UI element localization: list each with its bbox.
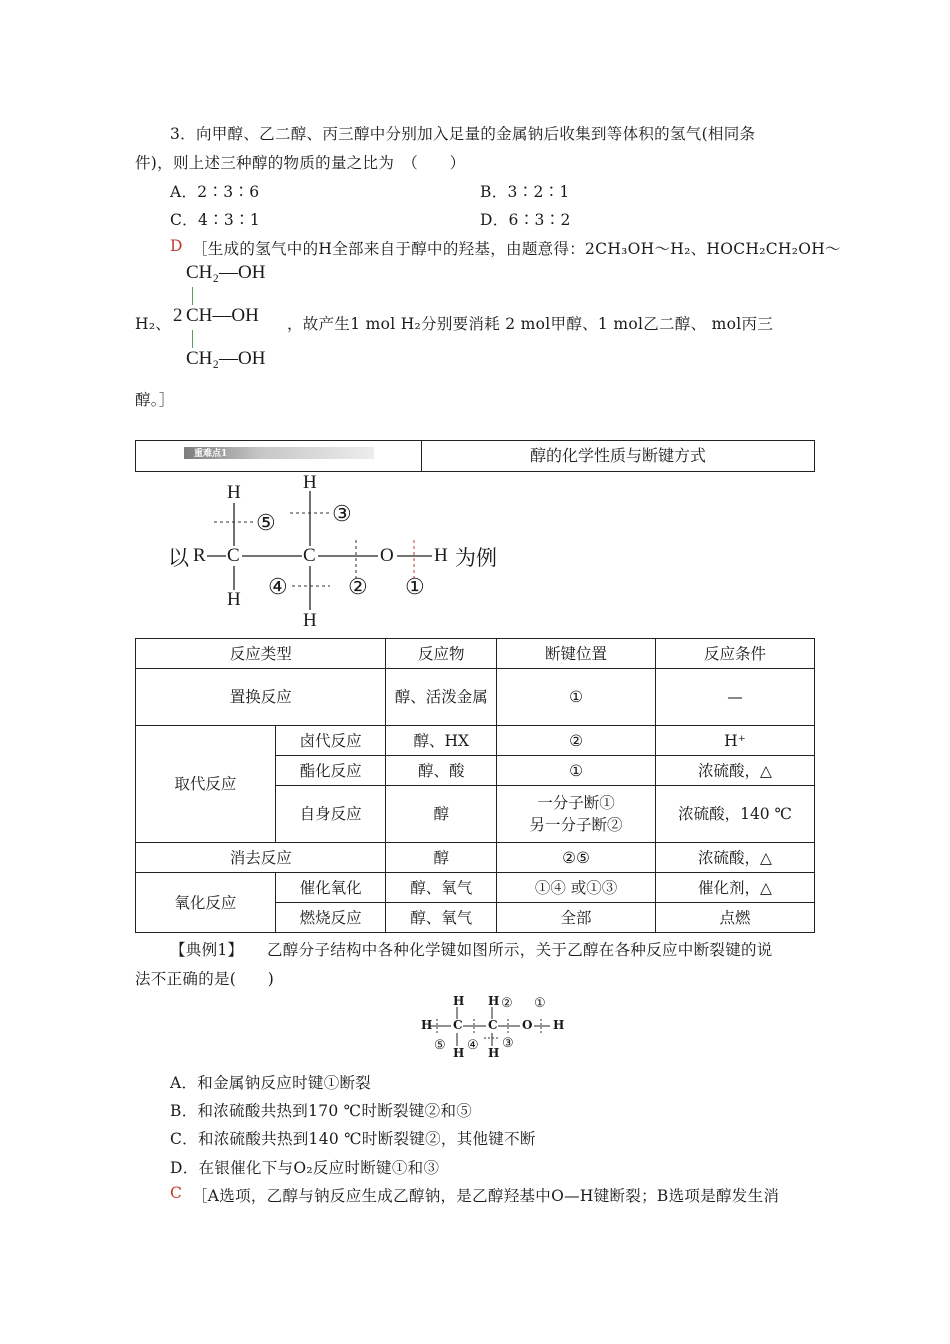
option-b: B．3∶2∶1 <box>480 183 570 201</box>
cell-reactant: 醇、氧气 <box>386 903 497 933</box>
cell-reactant: 醇、酸 <box>386 756 497 786</box>
cell-condition: H⁺ <box>656 726 815 756</box>
cell-bond: 全部 <box>497 903 656 933</box>
cell-bond: ② <box>497 726 656 756</box>
example-label: 【典例1】 <box>170 941 244 959</box>
cell-condition: 浓硫酸，△ <box>656 756 815 786</box>
ethanol-atom-o: O <box>522 1018 533 1032</box>
question-3-line1: 3．向甲醇、乙二醇、丙三醇中分别加入足量的金属钠后收集到等体积的氢气(相同条 <box>170 125 756 143</box>
cell-type: 自身反应 <box>275 786 386 843</box>
cell-bond: ① <box>497 756 656 786</box>
cell-condition: 催化剂，△ <box>656 873 815 903</box>
glycerol-row2: CH—OH <box>186 305 259 326</box>
ethanol-atom-h-right: H <box>553 1018 565 1032</box>
example-line2: 法不正确的是( ) <box>135 970 275 988</box>
bond-label-2: ② <box>348 575 368 600</box>
cell-group: 氧化反应 <box>136 873 276 933</box>
example-answer-letter: C <box>170 1184 183 1202</box>
cell-condition: 浓硫酸，△ <box>656 843 815 873</box>
cell-reactant: 醇、氧气 <box>386 873 497 903</box>
example-option-a: A．和金属钠反应时键①断裂 <box>170 1074 372 1092</box>
heading-badge-label: 重难点1 <box>194 449 228 459</box>
cell-type: 置换反应 <box>136 669 386 726</box>
cell-type: 卤代反应 <box>275 726 386 756</box>
header-reactant: 反应物 <box>386 639 497 669</box>
cell-type: 燃烧反应 <box>275 903 386 933</box>
atom-h-c1-bottom: H <box>227 589 241 610</box>
structure-suffix: 为例 <box>455 546 497 570</box>
ethanol-label-2: ② <box>501 996 513 1011</box>
cell-bond-line2: 另一分子断② <box>529 816 623 834</box>
cell-condition: 点燃 <box>656 903 815 933</box>
ethanol-label-3: ③ <box>502 1036 514 1051</box>
cell-type: 酯化反应 <box>275 756 386 786</box>
option-a: A．2∶3∶6 <box>170 183 260 201</box>
explanation-line3: 醇。］ <box>135 391 175 409</box>
bond-label-4: ④ <box>268 575 288 600</box>
ethanol-atom-h-c2-top: H <box>488 994 500 1008</box>
ethanol-atom-h-c1-bottom: H <box>453 1046 465 1060</box>
explanation-line2: ，故产生1 mol H₂分别要消耗 2 mol甲醇、1 mol乙二醇、 mol丙三 <box>287 315 774 333</box>
atom-h-c2-top: H <box>303 472 317 493</box>
cell-type: 消去反应 <box>136 843 386 873</box>
cell-bond: ①④ 或①③ <box>497 873 656 903</box>
structure-prefix: 以 <box>168 546 189 570</box>
example-option-d: D．在银催化下与O₂反应时断键①和③ <box>170 1159 440 1177</box>
cell-bond-line1: 一分子断① <box>537 794 615 812</box>
cell-type: 催化氧化 <box>275 873 386 903</box>
option-d: D．6∶3∶2 <box>480 211 571 229</box>
ethanol-atom-c2: C <box>488 1018 498 1032</box>
cell-reactant: 醇、HX <box>386 726 497 756</box>
cell-group: 取代反应 <box>136 726 276 843</box>
header-reaction-type: 反应类型 <box>136 639 386 669</box>
ethanol-atom-h-c1-top: H <box>453 994 465 1008</box>
atom-c1: C <box>227 545 240 566</box>
ethanol-label-1: ① <box>534 996 546 1011</box>
bond-label-1: ① <box>405 575 425 600</box>
ethanol-label-4: ④ <box>467 1038 479 1053</box>
atom-h-oxygen: H <box>434 545 448 566</box>
ethanol-atom-h-c2-bottom: H <box>488 1046 500 1060</box>
question-3-line2: 件)，则上述三种醇的物质的量之比为 （ ） <box>135 154 466 172</box>
cell-reactant: 醇 <box>386 786 497 843</box>
example-option-c: C．和浓硫酸共热到140 ℃时断裂键②，其他键不断 <box>170 1130 536 1148</box>
cell-bond: ① <box>497 669 656 726</box>
ethanol-label-5: ⑤ <box>434 1038 446 1053</box>
cell-reactant: 醇 <box>386 843 497 873</box>
explanation-h2: H₂、 <box>135 315 172 333</box>
explanation-line1: ［生成的氢气中的H全部来自于醇中的羟基，由题意得：2CH₃OH～H₂、HOCH₂CH₂OH～ <box>192 240 841 258</box>
bond-label-5: ⑤ <box>256 511 276 536</box>
option-c: C．4∶3∶1 <box>170 211 261 229</box>
atom-h-c1-top: H <box>227 482 241 503</box>
example-line1: 乙醇分子结构中各种化学键如图所示，关于乙醇在各种反应中断裂键的说 <box>267 941 773 959</box>
cell-bond: ②⑤ <box>497 843 656 873</box>
header-bond-position: 断键位置 <box>497 639 656 669</box>
glycerol-coefficient: 2 <box>173 305 183 326</box>
example-explanation: ［A选项，乙醇与钠反应生成乙醇钠，是乙醇羟基中O—H键断裂；B选项是醇发生消 <box>192 1187 780 1205</box>
ethanol-atom-h-left: H <box>421 1018 433 1032</box>
glycerol-row1: CH₂—OH <box>186 262 266 283</box>
atom-h-c2-bottom: H <box>303 610 317 631</box>
section-title: 醇的化学性质与断键方式 <box>529 446 706 465</box>
bond-label-3: ③ <box>332 502 352 527</box>
atom-o: O <box>380 545 394 566</box>
glycerol-row3: CH₂—OH <box>186 348 266 369</box>
answer-letter: D <box>170 237 183 255</box>
ethanol-atom-c1: C <box>453 1018 463 1032</box>
atom-c2: C <box>303 545 316 566</box>
header-condition: 反应条件 <box>656 639 815 669</box>
example-option-b: B．和浓硫酸共热到170 ℃时断裂键②和⑤ <box>170 1102 473 1120</box>
cell-condition: 浓硫酸，140 ℃ <box>656 786 815 843</box>
atom-r: R <box>193 545 206 566</box>
cell-condition: — <box>656 669 815 726</box>
cell-reactant: 醇、活泼金属 <box>386 669 497 726</box>
